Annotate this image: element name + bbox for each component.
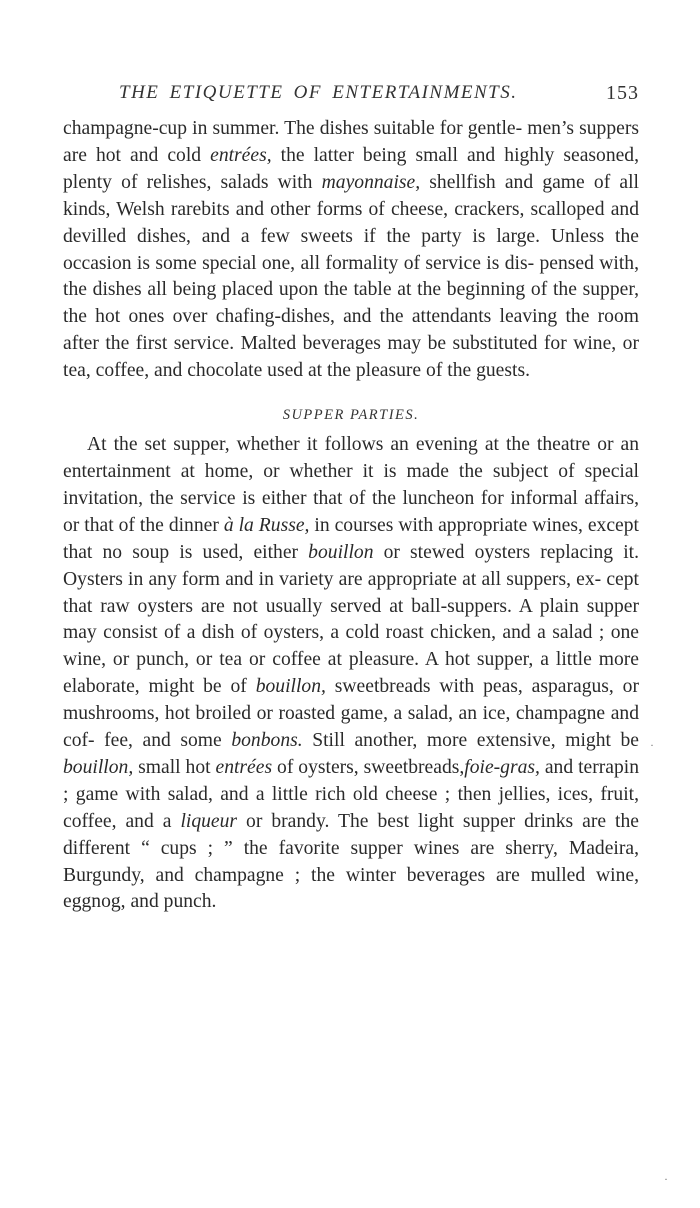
italic-term: bouillon, bbox=[63, 756, 134, 778]
paragraph-gentlemens-suppers bbox=[63, 116, 639, 385]
section-heading: SUPPER PARTIES. bbox=[282, 407, 420, 424]
italic-term: bouillon, bbox=[255, 676, 326, 698]
page-number: 153 bbox=[606, 82, 639, 104]
italic-term: entrées bbox=[215, 756, 273, 778]
running-title: THE ETIQUETTE OF ENTERTAINMENTS. bbox=[119, 82, 518, 103]
italic-term: foie-gras, bbox=[464, 756, 540, 778]
italic-term: à la Russe, bbox=[223, 514, 310, 536]
text-run: champagne-cup in summer. The dishes suitable for gentle- men’s suppers are hot and cold bbox=[63, 118, 639, 166]
italic-term: mayonnaise, bbox=[321, 171, 421, 193]
paragraph-supper-parties bbox=[63, 432, 639, 916]
text-run: Still another, more extensive, might be bbox=[302, 730, 640, 752]
running-header bbox=[63, 82, 639, 116]
italic-term: bonbons. bbox=[231, 730, 303, 752]
text-run: and terrapin ; game with salad, and a little rich old cheese ; then jellies, ices, fruit, coffee, and a bbox=[63, 756, 639, 832]
text-run: At the set supper, whether it follows an evening at the theatre or an entertainment at home, or whether it is made the subject of special invitation, the service is either that of the luncheon for informal affairs, or that of the dinner bbox=[63, 434, 639, 536]
text-run: or stewed oysters replacing it. Oysters in any form and in variety are appropriate at all suppers, ex- cept that raw oysters are not usually served at ball-suppers. A plain supper may consist of a dish of oysters, a cold roast chicken, and a salad ; one wine, or punch, or tea or coffee at pleasure. A hot supper, a little more elaborate, might be of bbox=[63, 541, 639, 698]
margin-speck: · bbox=[664, 1172, 668, 1186]
text-run: the latter being small and highly seasoned, plenty of relishes, salads with bbox=[63, 144, 640, 193]
margin-speck: · bbox=[650, 738, 654, 752]
book-page bbox=[63, 82, 639, 916]
text-run: sweetbreads with peas, asparagus, or mushrooms, hot broiled or roasted game, a salad, an ice, champagne and cof- fee, and some bbox=[63, 676, 639, 752]
text-run: in courses with appropriate wines, except that no soup is used, either bbox=[63, 514, 639, 563]
italic-term: liqueur bbox=[180, 810, 238, 832]
text-run: small hot bbox=[133, 756, 216, 778]
text-run: of oysters, sweetbreads, bbox=[272, 756, 465, 778]
italic-term: entrées, bbox=[210, 144, 272, 166]
text-run: or brandy. The best light supper drinks are the different “ cups ; ” the favorite supper wines are sherry, Madeira, Burgundy, and champagne ; the winter beverages are mulled wine, eggnog, and punch. bbox=[63, 810, 639, 913]
text-run: shellfish and game of all kinds, Welsh rarebits and other forms of cheese, crackers, scalloped and devilled dishes, and a few sweets if the party is large. Unless the occasion is some special one, all formality of service is dis- pensed with, the dishes all being placed upon the table at the beginning of the supper, the hot ones over chafing-dishes, and the attendants leaving the room after the first service. Malted beverages may be substituted for wine, or tea, coffee, and chocolate used at the pleasure of the guests. bbox=[63, 171, 639, 382]
italic-term: bouillon bbox=[308, 541, 374, 563]
